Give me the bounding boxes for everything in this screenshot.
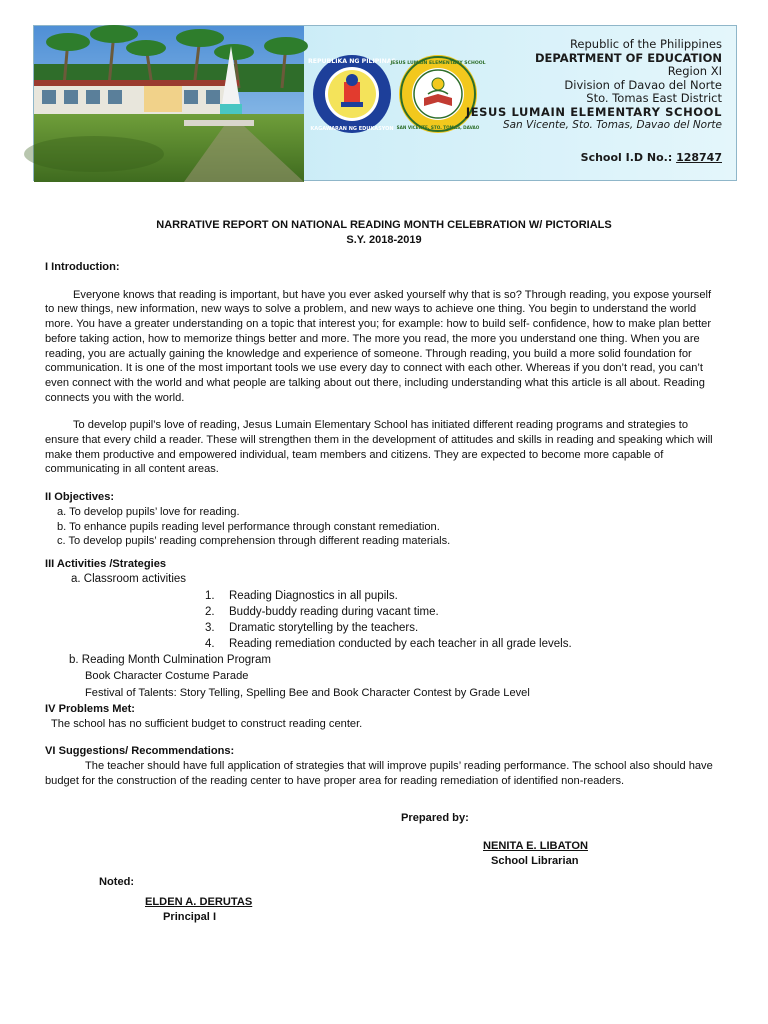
objectives-heading: II Objectives: bbox=[45, 491, 115, 504]
activity-number: 2. bbox=[205, 606, 215, 619]
department-text: DEPARTMENT OF EDUCATION bbox=[535, 50, 722, 65]
activity-number: 4. bbox=[205, 638, 215, 651]
report-title bbox=[45, 218, 723, 247]
republic-text: Republic of the Philippines bbox=[569, 37, 722, 51]
objective-item: a. To develop pupils’ love for reading. bbox=[57, 505, 240, 518]
classroom-activities-list bbox=[45, 588, 723, 652]
noter-name: ELDEN A. DERUTAS bbox=[145, 896, 253, 909]
intro-paragraph-2: To develop pupil’s love of reading, Jesus Lumain Elementary School has initiated different reading programs and strategies to ensure that every child a reader. These will strengthen them in the development of attitudes and skills in reading and speaking which will make them productive and empowered individual, team members and citizens. They are expected to become more capable of communicating in all content areas. bbox=[45, 419, 713, 476]
problems-heading: IV Problems Met: bbox=[45, 703, 136, 716]
school-photo bbox=[34, 26, 304, 182]
district-text: Sto. Tomas East District bbox=[586, 91, 722, 105]
activity-text: Dramatic storytelling by the teachers. bbox=[229, 622, 419, 635]
noter-role: Principal I bbox=[163, 911, 217, 924]
activity-text: Reading Diagnostics in all pupils. bbox=[229, 590, 398, 603]
letterhead bbox=[33, 25, 737, 181]
school-address-text: San Vicente, Sto. Tomas, Davao del Norte bbox=[502, 119, 722, 131]
culmination-item: Festival of Talents: Story Telling, Spelling Bee and Book Character Contest by Grade Level bbox=[85, 687, 530, 700]
school-seal-top-text: JESUS LUMAIN ELEMENTARY SCHOOL bbox=[390, 61, 486, 66]
school-id-line bbox=[466, 151, 722, 165]
school-id-label: School I.D No.: bbox=[580, 150, 673, 164]
objective-item: b. To enhance pupils reading level performance through constant remediation. bbox=[57, 520, 440, 533]
activity-item bbox=[205, 604, 723, 620]
culmination-program-label: b. Reading Month Culmination Program bbox=[69, 654, 271, 667]
preparer-name: NENITA E. LIBATON bbox=[483, 840, 588, 853]
objective-item: c. To develop pupils’ reading comprehension through different reading materials. bbox=[57, 535, 451, 548]
activity-item bbox=[205, 620, 723, 636]
activities-heading: III Activities /Strategies bbox=[45, 557, 167, 570]
school-name-text: JESUS LUMAIN ELEMENTARY SCHOOL bbox=[465, 104, 722, 119]
activity-number: 3. bbox=[205, 622, 215, 635]
activity-text: Reading remediation conducted by each teacher in all grade levels. bbox=[229, 638, 572, 651]
activity-item bbox=[205, 588, 723, 604]
suggestions-text: The teacher should have full application of strategies that will improve pupils’ reading performance. The school also should have budget for the construction of the reading center to have proper area for reading remediation of identified non-readers. bbox=[45, 760, 713, 787]
culmination-program-list bbox=[45, 668, 723, 702]
deped-seal-top-text: REPUBLIKA NG PILIPINAS bbox=[307, 58, 397, 65]
intro-paragraph-1: Everyone knows that reading is important, but have you ever asked yourself why that is so? Through reading, you expose yourself to new things, new information, new ways to solve a problem, and new ways to achieve one thing. You begin to understand the world more. You have a greater understanding on a topic that interest you; for example: how to build self- confidence, how to make plan better before taking action, how to memorize things better and more. The more you read, the more you understand one thing. When you are reading, you are actually gaining the knowledge and experience of someone. Through reading, you build a more solid foundation for communication. It is one of the most important tools we use every day to connect with each other. Whereas if you don’t read, you can’t even connect with the world and what people are talking about out there, including understanding what this article is all about. Reading connects you with the world. bbox=[45, 288, 712, 404]
deped-seal-bottom-text: KAGAWARAN NG EDUKASYON bbox=[310, 126, 394, 132]
suggestions-heading: VI Suggestions/ Recommendations: bbox=[45, 745, 235, 758]
activity-item bbox=[205, 636, 723, 652]
report-body bbox=[45, 218, 723, 925]
school-seal-bottom-text: SAN VICENTE, STO. TOMAS, DAVAO bbox=[396, 125, 480, 130]
prepared-by-label: Prepared by: bbox=[401, 811, 469, 824]
intro-heading: I Introduction: bbox=[45, 261, 120, 273]
classroom-activities-label: a. Classroom activities bbox=[71, 572, 187, 585]
preparer-role: School Librarian bbox=[491, 854, 579, 867]
school-id-value: 128747 bbox=[676, 150, 722, 164]
activity-number: 1. bbox=[205, 590, 215, 603]
deped-seal-icon bbox=[307, 54, 397, 134]
noted-label: Noted: bbox=[99, 875, 135, 888]
problems-text: The school has no sufficient budget to construct reading center. bbox=[51, 717, 363, 730]
letterhead-address-block bbox=[466, 38, 722, 164]
culmination-item: Book Character Costume Parade bbox=[85, 670, 249, 683]
region-text: Region XI bbox=[667, 64, 722, 78]
report-title-line1: NARRATIVE REPORT ON NATIONAL READING MONTH CELEBRATION W/ PICTORIALS bbox=[156, 219, 612, 231]
report-school-year: S.Y. 2018-2019 bbox=[346, 233, 422, 246]
objectives-list bbox=[45, 505, 723, 549]
activity-text: Buddy-buddy reading during vacant time. bbox=[229, 606, 439, 619]
division-text: Division of Davao del Norte bbox=[564, 77, 722, 92]
